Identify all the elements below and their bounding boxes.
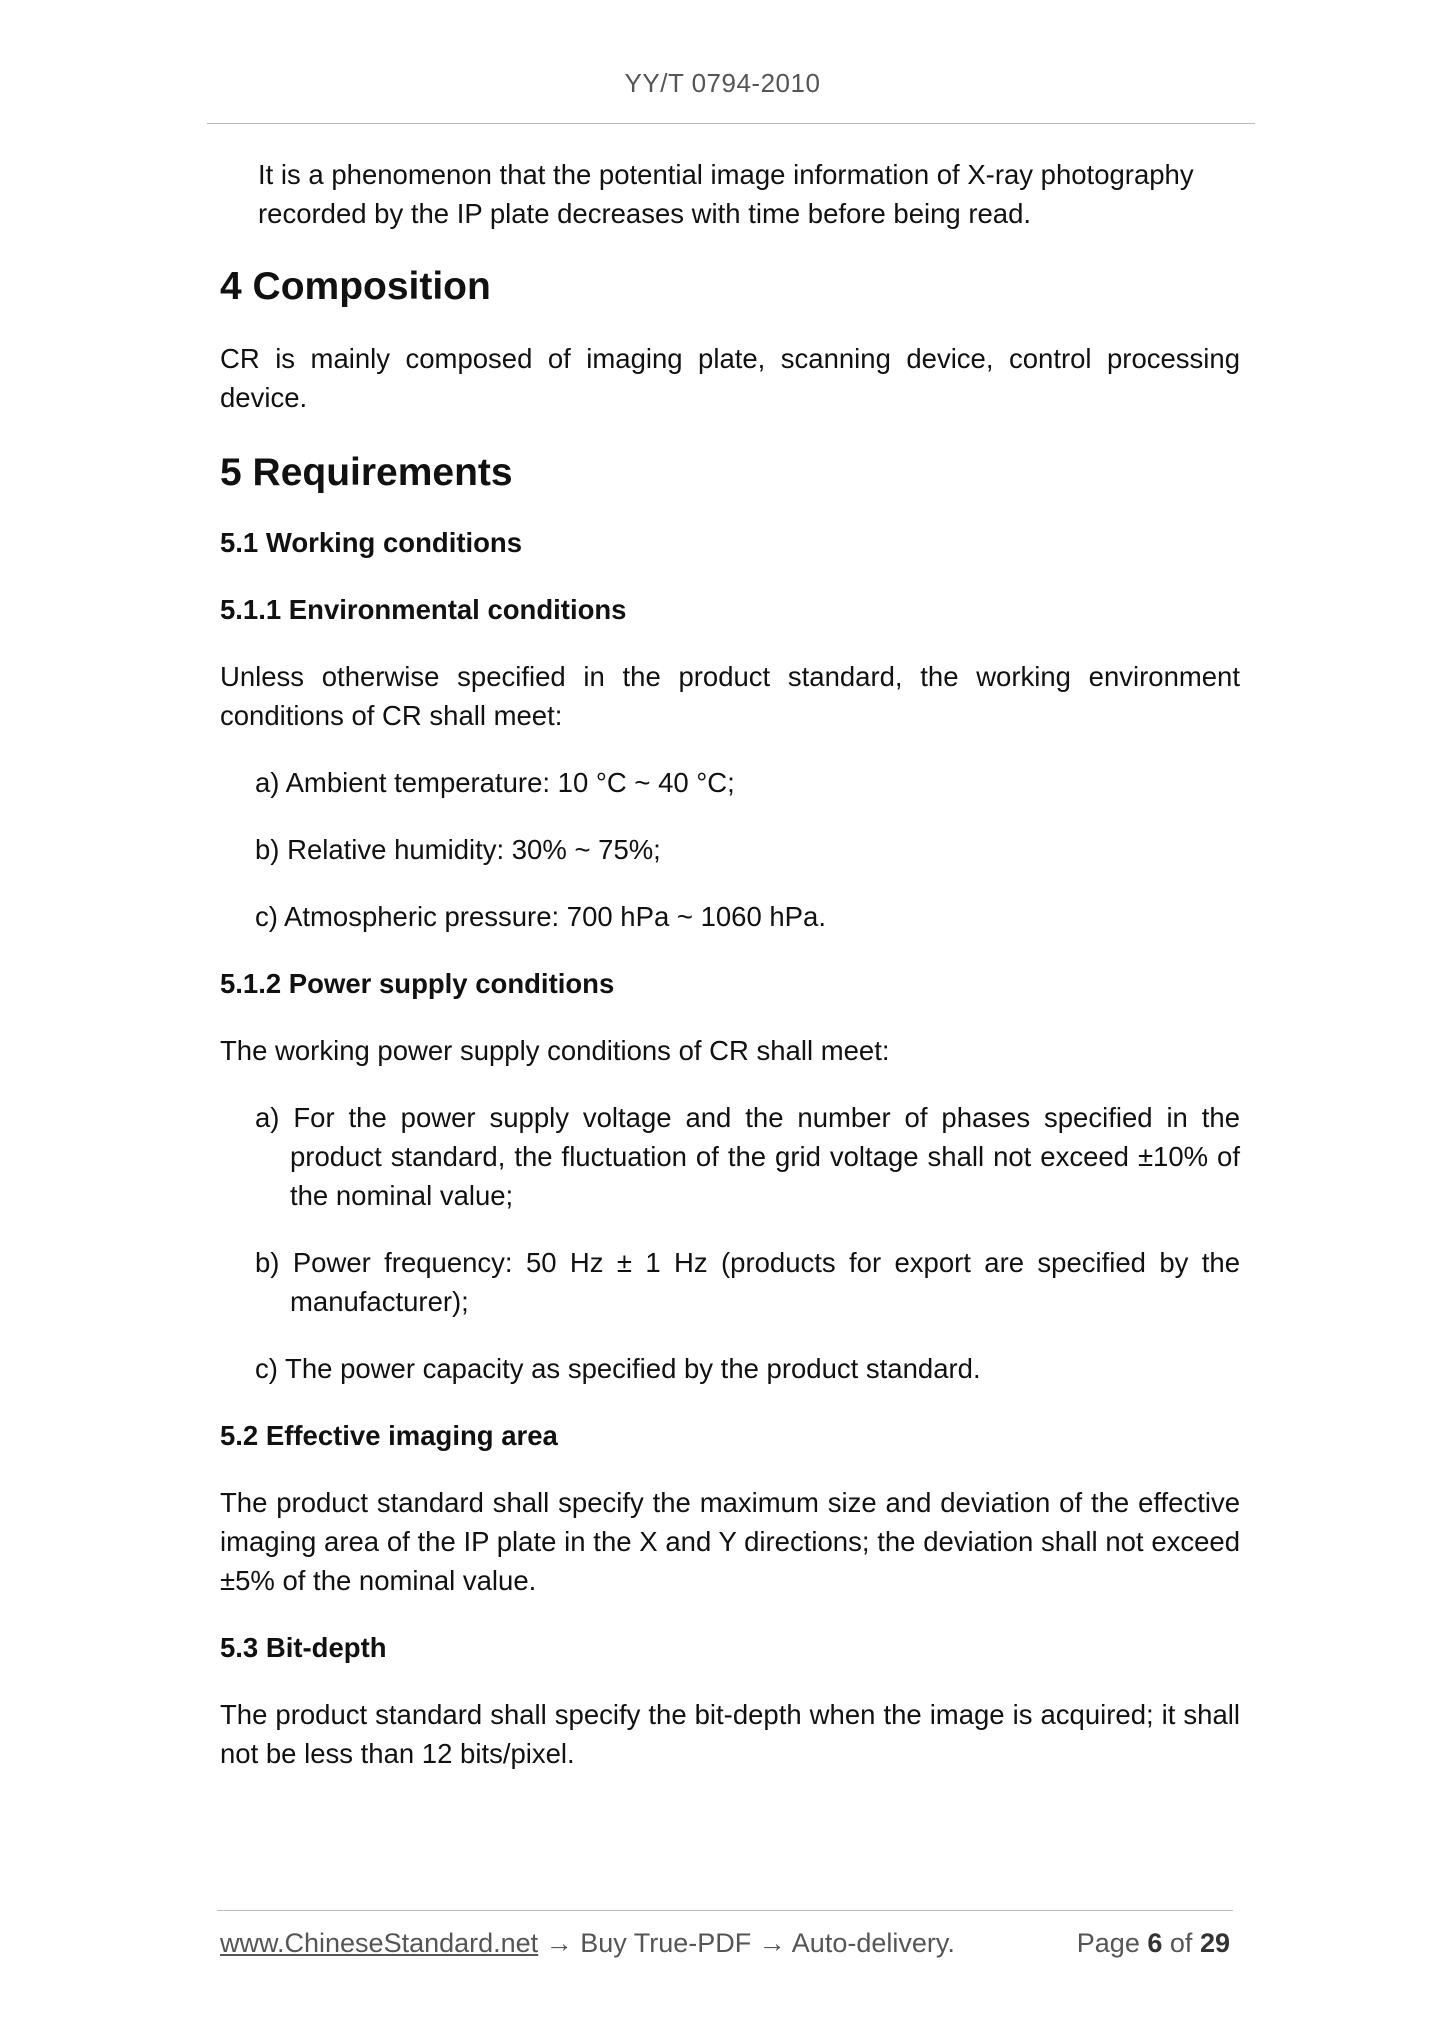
footer-divider <box>217 1910 1233 1911</box>
section-5-1-2-paragraph: The working power supply conditions of CR shall meet: <box>220 1035 890 1066</box>
footer <box>220 1928 1230 1959</box>
arrow-right-icon: → <box>545 1928 573 1958</box>
arrow-right-icon: → <box>758 1928 786 1958</box>
buy-pdf-text: Buy True-PDF <box>580 1928 752 1958</box>
section-5-1-2-heading: 5.1.2 Power supply conditions <box>220 968 615 999</box>
section-5-3-heading: 5.3 Bit-depth <box>220 1632 387 1663</box>
section-5-heading: 5 Requirements <box>220 451 513 494</box>
list-item: a) For the power supply voltage and the number of phases specified in the product standard, the fluctuation of the grid voltage shall not exceed ±10% of the nominal value; <box>255 1102 1240 1211</box>
list-item: c) Atmospheric pressure: 700 hPa ~ 1060 hPa. <box>255 901 826 932</box>
page-label: Page <box>1076 1928 1140 1958</box>
list-item: c) The power capacity as specified by the product standard. <box>255 1353 981 1384</box>
section-5-2-heading: 5.2 Effective imaging area <box>220 1420 558 1451</box>
document-code-header: YY/T 0794-2010 <box>624 68 821 98</box>
section-4-heading: 4 Composition <box>220 265 491 308</box>
header-divider <box>207 123 1255 124</box>
section-5-2-paragraph: The product standard shall specify the maximum size and deviation of the effective imaging area of the IP plate in the X and Y directions; the deviation shall not exceed ±5% of the nominal value. <box>220 1487 1240 1596</box>
section-5-1-1-paragraph: Unless otherwise specified in the product standard, the working environment conditions of CR shall meet: <box>220 661 1240 731</box>
of-label: of <box>1169 1928 1193 1958</box>
list-item: b) Power frequency: 50 Hz ± 1 Hz (products for export are specified by the manufacturer); <box>255 1247 1240 1317</box>
section-4-paragraph: CR is mainly composed of imaging plate, scanning device, control processing device. <box>220 343 1240 413</box>
list-item: b) Relative humidity: 30% ~ 75%; <box>255 834 661 865</box>
current-page-number: 6 <box>1147 1928 1163 1958</box>
page-content <box>220 155 1240 1773</box>
section-5-1-1-heading: 5.1.1 Environmental conditions <box>220 594 627 625</box>
website-link[interactable]: www.ChineseStandard.net <box>220 1928 539 1958</box>
auto-delivery-text: Auto-delivery. <box>791 1928 955 1958</box>
intro-paragraph: It is a phenomenon that the potential image information of X-ray photography recorded by the IP plate decreases with time before being read. <box>258 159 1194 229</box>
page-indicator <box>1077 1928 1230 1959</box>
section-5-3-paragraph: The product standard shall specify the bit-depth when the image is acquired; it shall not be less than 12 bits/pixel. <box>220 1699 1240 1769</box>
section-5-1-heading: 5.1 Working conditions <box>220 527 523 558</box>
list-item: a) Ambient temperature: 10 °C ~ 40 °C; <box>255 767 735 798</box>
total-pages-number: 29 <box>1199 1928 1230 1958</box>
